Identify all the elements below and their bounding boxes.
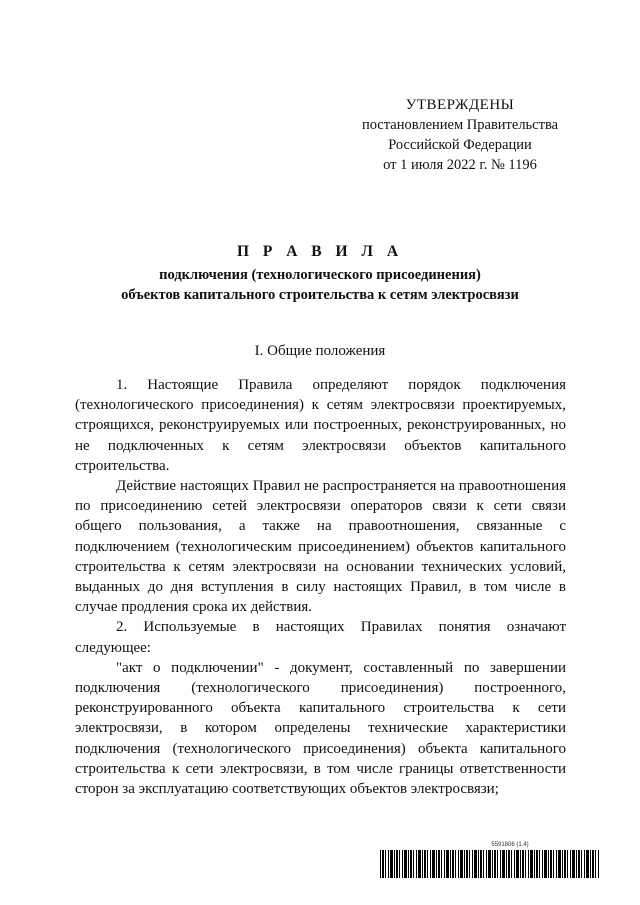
barcode-icon	[380, 850, 600, 878]
subtitle-line-1: подключения (технологического присоединения)	[159, 267, 481, 283]
approval-line-2: Российской Федерации	[388, 137, 532, 153]
approval-block	[340, 95, 580, 175]
approval-line-3: от 1 июля 2022 г. № 1196	[383, 157, 537, 173]
approval-stamp: УТВЕРЖДЕНЫ	[405, 97, 515, 113]
document-subtitle	[0, 265, 640, 305]
section-heading: I. Общие положения	[254, 343, 386, 359]
barcode-block	[380, 842, 600, 878]
paragraph: 2. Используемые в настоящих Правилах понятия означают следующее:	[75, 619, 566, 656]
paragraph: "акт о подключении" - документ, составленный по завершении подключения (технологического присоединения) построенного, реконструированного объекта капитального строительства к сети электросвязи, в котором определены технические характеристики подключения (технологического присоединения) объекта капитального строительства к сети электросвязи, в том числе границы ответственности сторон за эксплуатацию соответствующих объектов электросвязи;	[75, 659, 566, 798]
barcode-number: 5591806 (1.4)	[491, 842, 529, 848]
approval-line-1: постановлением Правительства	[361, 117, 559, 133]
subtitle-line-2: объектов капитального строительства к сетям электросвязи	[121, 287, 519, 303]
document-title: П Р А В И Л А	[236, 243, 404, 260]
document-body	[75, 375, 566, 799]
paragraph: Действие настоящих Правил не распространяется на правоотношения по присоединению сетей электросвязи операторов связи к сети связи общего пользования, а также на правоотношения, связанные с подключением (технологическим присоединением) объектов капитального строительства к сетям электросвязи на основании технических условий, выданных до дня вступления в силу настоящих Правил, в том числе в случае продления срока их действия.	[75, 478, 566, 616]
paragraph: 1. Настоящие Правила определяют порядок подключения (технологического присоединения) к сетям электросвязи проектируемых, строящихся, реконструируемых или построенных, реконструированных, но не подключенных к сетям электросвязи объектов капитального строительства.	[75, 377, 566, 474]
